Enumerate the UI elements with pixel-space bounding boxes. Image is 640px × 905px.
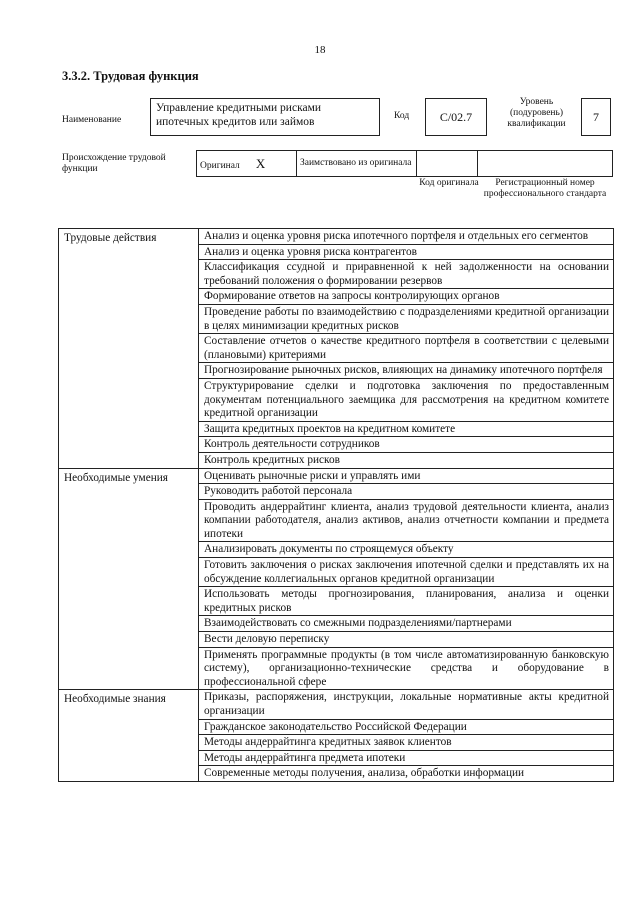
section-title-cell: Необходимые умения [59, 468, 199, 690]
origin-table [196, 150, 613, 177]
section-title-cell: Необходимые знания [59, 690, 199, 782]
list-item: Взаимодействовать со смежными подразделениями/партнерами [199, 616, 614, 632]
list-item: Гражданское законодательство Российской Федерации [199, 719, 614, 735]
list-item: Современные методы получения, анализа, обработки информации [199, 766, 614, 782]
list-item: Оценивать рыночные риски и управлять ими [199, 468, 614, 484]
origin-label: Происхождение трудовой функции [62, 153, 166, 174]
list-item: Защита кредитных проектов на кредитном комитете [199, 421, 614, 437]
list-item: Применять программные продукты (в том числе автоматизированную банковскую систему), организационно-технические средства и оборудование в профессиональной сфере [199, 647, 614, 690]
function-name-box: Управление кредитными рисками ипотечных кредитов или займов [150, 98, 380, 136]
list-item: Вести деловую переписку [199, 632, 614, 648]
list-item: Анализ и оценка уровня риска ипотечного портфеля и отдельных его сегментов [199, 229, 614, 245]
list-item: Прогнозирование рыночных рисков, влияющих на динамику ипотечного портфеля [199, 363, 614, 379]
list-item: Руководить работой персонала [199, 484, 614, 500]
list-item: Классификация ссудной и приравненной к ней задолженности на основании требований положения о формировании резервов [199, 260, 614, 289]
list-item: Контроль деятельности сотрудников [199, 437, 614, 453]
code-label: Код [394, 111, 410, 121]
table-row [59, 468, 614, 484]
origin-borrowed-cell: Заимствовано из оригинала [297, 151, 417, 177]
list-item: Формирование ответов на запросы контролирующих органов [199, 289, 614, 305]
origin-code-cell [417, 151, 478, 177]
list-item: Анализировать документы по строящемуся объекту [199, 542, 614, 558]
section-title: 3.3.2. Трудовая функция [62, 69, 199, 83]
list-item: Методы андеррайтинга кредитных заявок клиентов [199, 735, 614, 751]
original-mark: X [255, 155, 266, 171]
labor-function-table [58, 228, 614, 782]
origin-reg-cell [478, 151, 613, 177]
code-original-label: Код оригинала [419, 178, 479, 188]
list-item: Готовить заключения о рисках заключения ипотечной сделки и представлять их на обсуждение коллегиальных органов кредитной организации [199, 558, 614, 587]
section-title-cell: Трудовые действия [59, 229, 199, 469]
list-item: Анализ и оценка уровня риска контрагентов [199, 244, 614, 260]
list-item: Приказы, распоряжения, инструкции, локальные нормативные акты кредитной организации [199, 690, 614, 719]
list-item: Использовать методы прогнозирования, планирования, анализа и оценки кредитных рисков [199, 587, 614, 616]
table-row [59, 229, 614, 245]
level-value-box: 7 [581, 98, 611, 136]
page-number: 18 [314, 44, 326, 56]
list-item: Составление отчетов о качестве кредитного портфеля в соответствии с целевыми (плановыми) критериями [199, 334, 614, 363]
list-item: Методы андеррайтинга предмета ипотеки [199, 750, 614, 766]
reg-number-label: Регистрационный номер профессионального стандарта [483, 178, 607, 199]
list-item: Проводить андеррайтинг клиента, анализ трудовой деятельности клиента, анализ компании работодателя, анализ активов, анализ отчетности компании и предмета ипотеки [199, 499, 614, 542]
name-label: Наименование [62, 115, 122, 125]
table-row [59, 690, 614, 719]
code-value-box: C/02.7 [425, 98, 487, 136]
list-item: Структурирование сделки и подготовка заключения по предоставленным документам потенциального заемщика для рассмотрения на кредитном комитете кредитной организации [199, 378, 614, 421]
origin-original-cell [197, 151, 297, 177]
level-label: Уровень (подуровень) квалификации [507, 97, 566, 129]
original-label: Оригинал [200, 160, 240, 171]
list-item: Проведение работы по взаимодействию с подразделениями кредитной организации в целях минимизации кредитных рисков [199, 304, 614, 333]
list-item: Контроль кредитных рисков [199, 452, 614, 468]
